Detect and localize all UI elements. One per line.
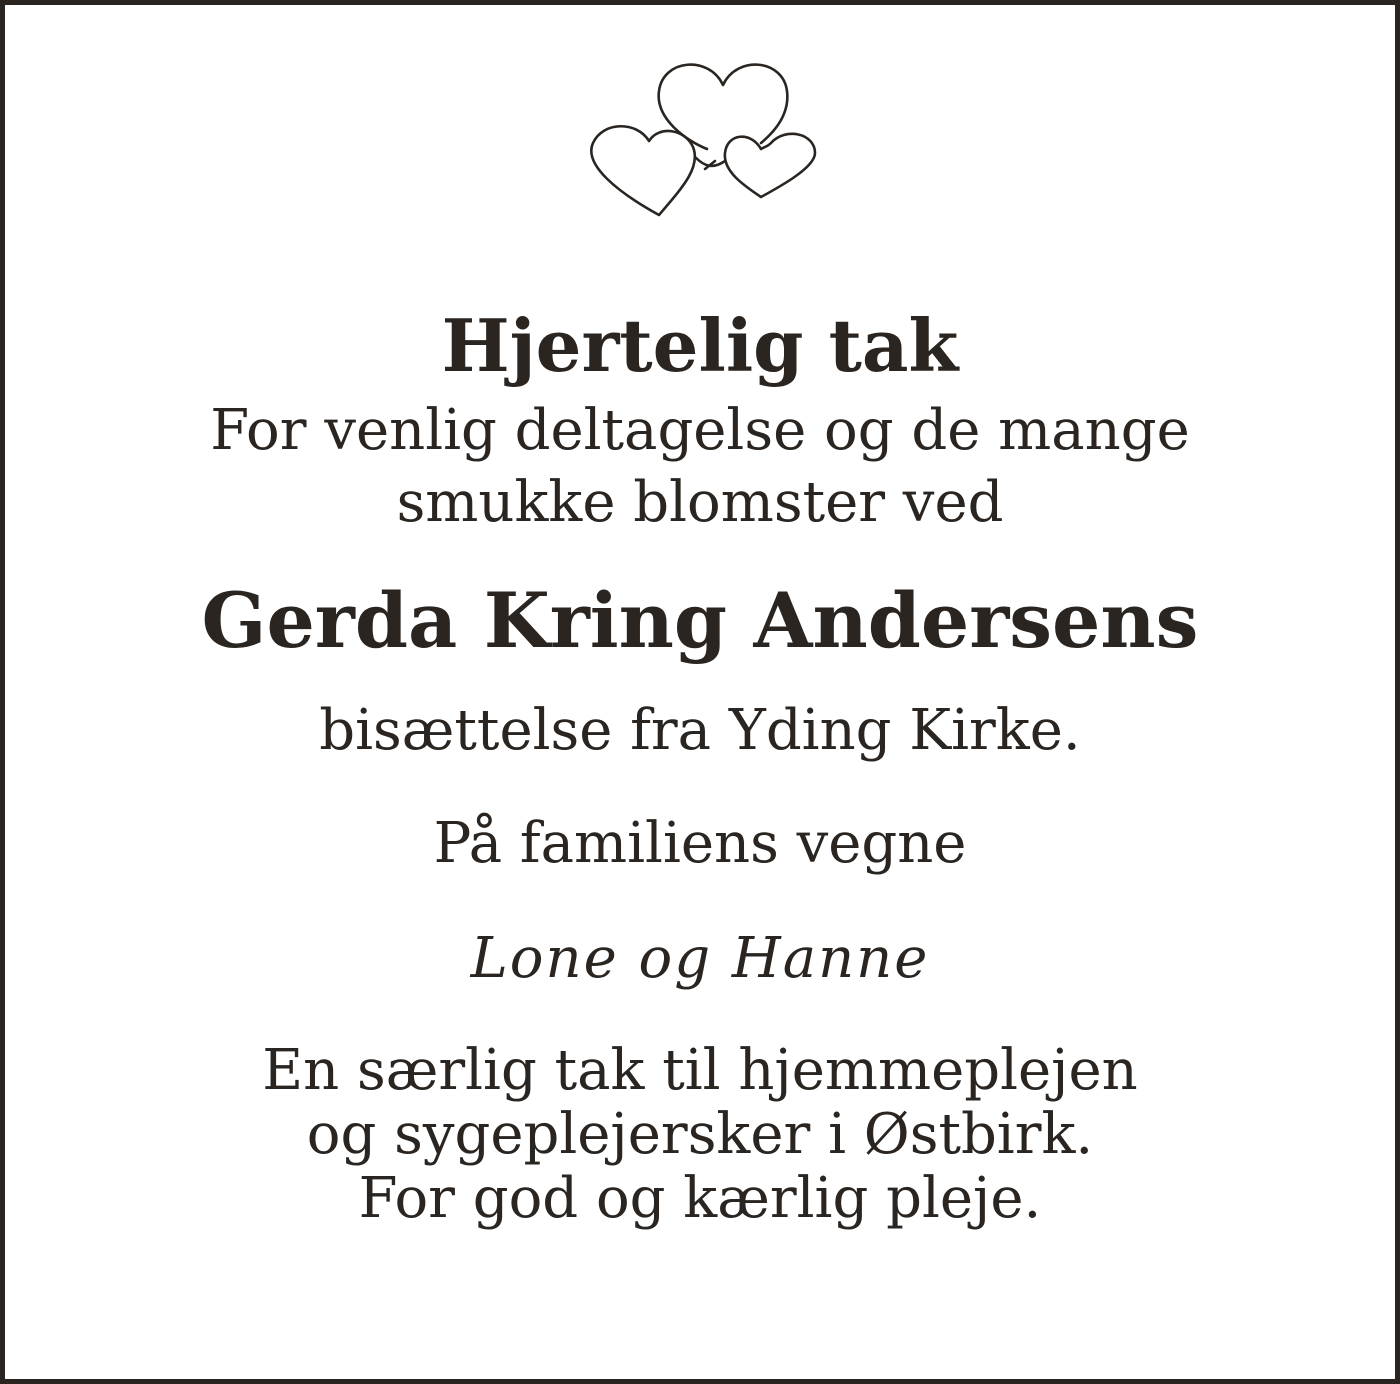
hearts-ornament-icon <box>583 57 827 221</box>
special-thanks <box>5 1039 1395 1231</box>
heading: Hjertelig tak <box>441 303 959 388</box>
signers: Lone og Hanne <box>470 926 930 991</box>
special-thanks-line-1: En særlig tak til hjemmeplejen <box>262 1038 1138 1103</box>
intro-text <box>5 395 1395 539</box>
service-text: bisættelse fra Yding Kirke. <box>319 698 1081 763</box>
deceased-name: Gerda Kring Andersens <box>201 576 1199 665</box>
on-behalf-text: På familiens vegne <box>433 811 967 876</box>
special-thanks-line-3: For god og kærlig pleje. <box>358 1166 1042 1231</box>
intro-line-2: smukke blomster ved <box>396 470 1004 535</box>
intro-line-1: For venlig deltagelse og de mange <box>210 398 1190 463</box>
special-thanks-line-2: og sygeplejersker i Østbirk. <box>306 1102 1094 1167</box>
